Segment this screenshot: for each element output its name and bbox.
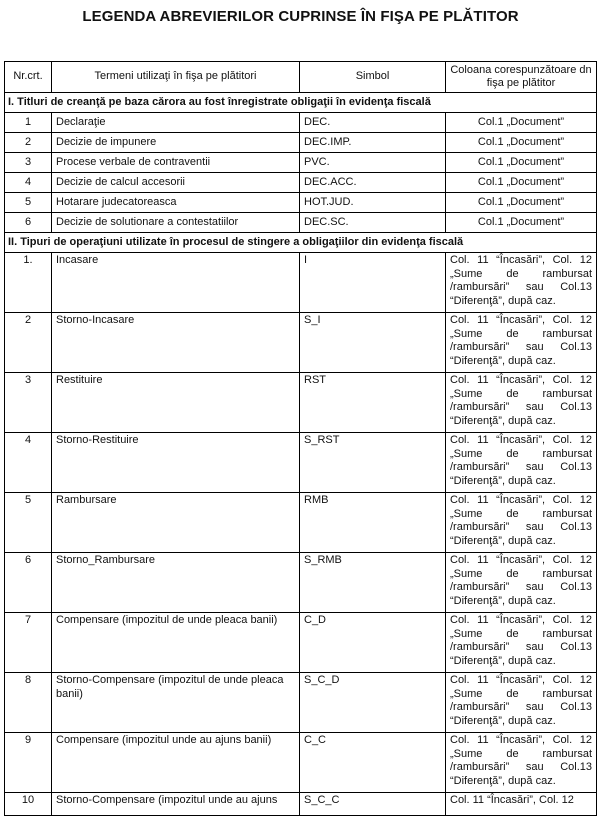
table-row	[5, 733, 597, 793]
table-row	[5, 793, 597, 816]
section-2-title: II. Tipuri de operaţiuni utilizate în procesul de stingere a obligaţiilor din evidenţa fiscală	[5, 233, 597, 253]
row-number: 8	[5, 673, 52, 733]
table-row	[5, 133, 597, 153]
row-column: Col. 11 “Încasări”, Col. 12 „Sume de rambursat /rambursări” sau Col.13 “Diferenţă”, după caz.	[446, 313, 597, 373]
row-symbol: DEC.SC.	[300, 213, 446, 233]
row-number: 5	[5, 493, 52, 553]
row-number: 4	[5, 173, 52, 193]
header-column: Coloana corespunzătoare dn fişa pe plătitor	[446, 62, 597, 93]
table-row	[5, 433, 597, 493]
row-term: Compensare (impozitul unde au ajuns banii)	[52, 733, 300, 793]
row-symbol: S_C_D	[300, 673, 446, 733]
row-term: Storno_Rambursare	[52, 553, 300, 613]
row-term: Hotarare judecatoreasca	[52, 193, 300, 213]
row-column: Col.1 „Document”	[446, 193, 597, 213]
row-number: 4	[5, 433, 52, 493]
row-number: 3	[5, 373, 52, 433]
section-1-title: I. Titluri de creanţă pe baza cărora au fost înregistrate obligaţii în evidenţa fiscală	[5, 93, 597, 113]
row-column: Col.1 „Document”	[446, 213, 597, 233]
row-symbol: DEC.	[300, 113, 446, 133]
section-2-row	[5, 233, 597, 253]
row-column: Col. 11 “Încasări”, Col. 12 „Sume de rambursat /rambursări” sau Col.13 “Diferenţă”, după caz.	[446, 253, 597, 313]
row-column: Col.1 „Document”	[446, 133, 597, 153]
row-term: Declaraţie	[52, 113, 300, 133]
table-row	[5, 313, 597, 373]
table-row	[5, 193, 597, 213]
row-symbol: I	[300, 253, 446, 313]
row-column: Col. 11 “Încasări”, Col. 12 „Sume de rambursat /rambursări” sau Col.13 “Diferenţă”, după caz.	[446, 733, 597, 793]
row-column: Col. 11 “Încasări”, Col. 12 „Sume de rambursat /rambursări” sau Col.13 “Diferenţă”, după caz.	[446, 673, 597, 733]
header-symbol: Simbol	[300, 62, 446, 93]
row-symbol: DEC.IMP.	[300, 133, 446, 153]
row-symbol: S_RMB	[300, 553, 446, 613]
section-1-row	[5, 93, 597, 113]
table-row	[5, 553, 597, 613]
row-symbol: DEC.ACC.	[300, 173, 446, 193]
row-symbol: HOT.JUD.	[300, 193, 446, 213]
row-number: 3	[5, 153, 52, 173]
row-symbol: PVC.	[300, 153, 446, 173]
row-number: 9	[5, 733, 52, 793]
table-row	[5, 613, 597, 673]
row-symbol: RMB	[300, 493, 446, 553]
row-term: Decizie de calcul accesorii	[52, 173, 300, 193]
row-number: 2	[5, 313, 52, 373]
table-row	[5, 213, 597, 233]
legend-table	[4, 61, 597, 816]
page-title: LEGENDA ABREVIERILOR CUPRINSE ÎN FIŞA PE PLĂTITOR	[82, 8, 519, 25]
row-term: Compensare (impozitul de unde pleaca banii)	[52, 613, 300, 673]
row-term: Incasare	[52, 253, 300, 313]
row-number: 6	[5, 553, 52, 613]
row-column: Col.1 „Document”	[446, 173, 597, 193]
table-row	[5, 173, 597, 193]
table-row	[5, 673, 597, 733]
row-number: 5	[5, 193, 52, 213]
row-column: Col.1 „Document”	[446, 153, 597, 173]
row-term: Decizie de solutionare a contestatiilor	[52, 213, 300, 233]
row-column: Col.1 „Document”	[446, 113, 597, 133]
row-number: 10	[5, 793, 52, 816]
row-number: 7	[5, 613, 52, 673]
row-term: Restituire	[52, 373, 300, 433]
header-nr: Nr.crt.	[5, 62, 52, 93]
row-term: Decizie de impunere	[52, 133, 300, 153]
row-symbol: S_C_C	[300, 793, 446, 816]
row-number: 1	[5, 113, 52, 133]
row-term: Storno-Incasare	[52, 313, 300, 373]
row-term: Storno-Compensare (impozitul de unde pleaca banii)	[52, 673, 300, 733]
row-term: Storno-Compensare (impozitul unde au ajuns	[52, 793, 300, 816]
row-column: Col. 11 “Încasări”, Col. 12 „Sume de rambursat /rambursări” sau Col.13 “Diferenţă”, după caz.	[446, 553, 597, 613]
table-row	[5, 253, 597, 313]
row-column: Col. 11 “Încasări”, Col. 12 „Sume de rambursat /rambursări” sau Col.13 “Diferenţă”, după caz.	[446, 433, 597, 493]
header-term: Termeni utilizaţi în fişa pe plătitori	[52, 62, 300, 93]
row-term: Rambursare	[52, 493, 300, 553]
header-row	[5, 62, 597, 93]
row-column: Col. 11 “Încasări”, Col. 12	[446, 793, 597, 816]
row-number: 6	[5, 213, 52, 233]
row-number: 2	[5, 133, 52, 153]
row-number: 1.	[5, 253, 52, 313]
row-column: Col. 11 “Încasări”, Col. 12 „Sume de rambursat /rambursări” sau Col.13 “Diferenţă”, după caz.	[446, 493, 597, 553]
table-row	[5, 113, 597, 133]
row-column: Col. 11 “Încasări”, Col. 12 „Sume de rambursat /rambursări” sau Col.13 “Diferenţă”, după caz.	[446, 373, 597, 433]
row-column: Col. 11 “Încasări”, Col. 12 „Sume de rambursat /rambursări” sau Col.13 “Diferenţă”, după caz.	[446, 613, 597, 673]
row-symbol: RST	[300, 373, 446, 433]
table-row	[5, 153, 597, 173]
table-row	[5, 493, 597, 553]
row-symbol: C_D	[300, 613, 446, 673]
row-term: Storno-Restituire	[52, 433, 300, 493]
row-symbol: S_I	[300, 313, 446, 373]
table-row	[5, 373, 597, 433]
row-term: Procese verbale de contraventii	[52, 153, 300, 173]
row-symbol: C_C	[300, 733, 446, 793]
row-symbol: S_RST	[300, 433, 446, 493]
